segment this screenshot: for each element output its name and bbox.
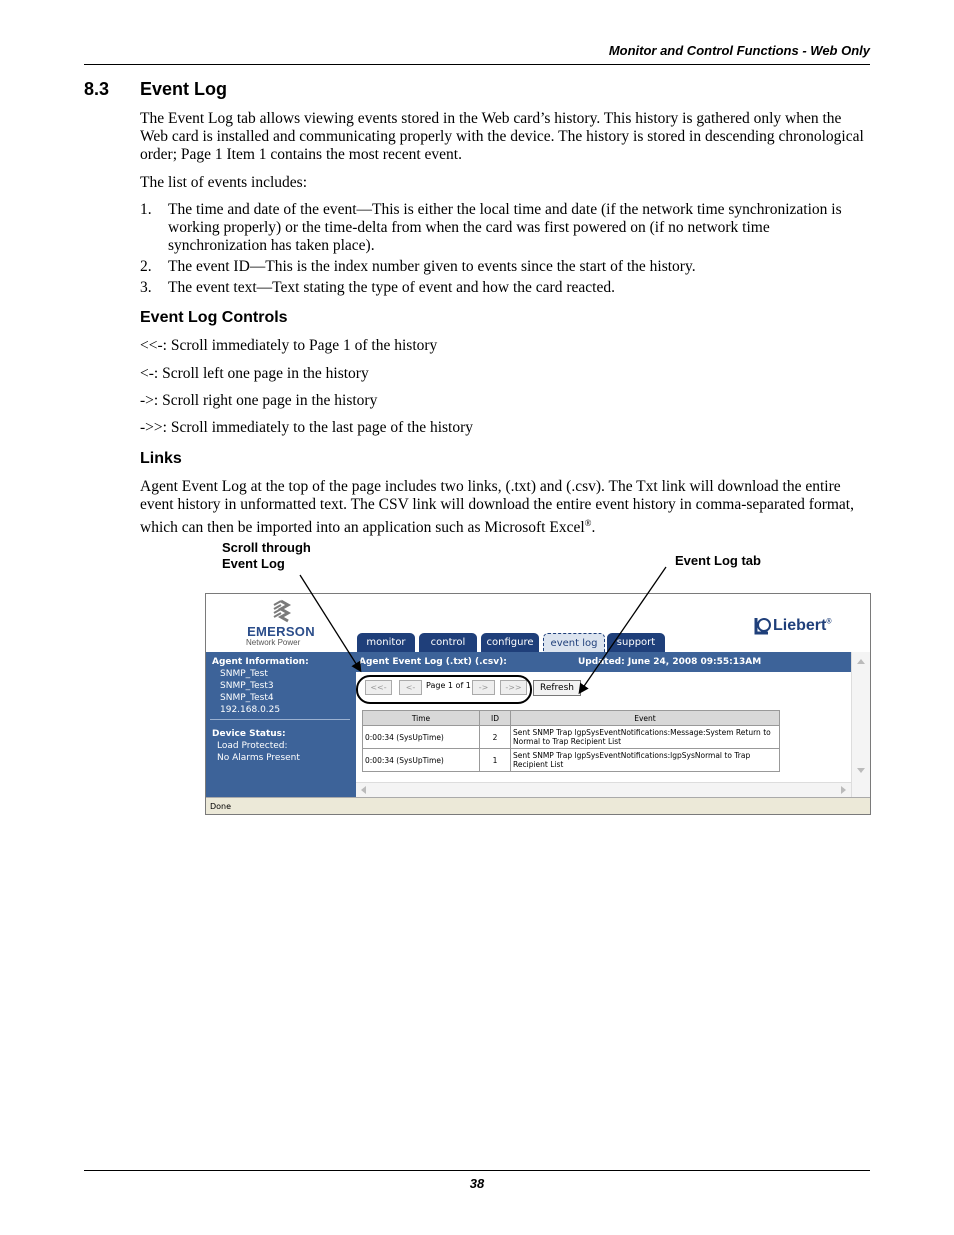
cell-time: 0:00:34 (SysUpTime) bbox=[363, 749, 480, 772]
callout-scroll-line1: Scroll through bbox=[222, 540, 311, 555]
event-log-title[interactable]: Agent Event Log (.txt) (.csv): bbox=[359, 657, 507, 667]
callout-tab: Event Log tab bbox=[675, 553, 761, 568]
section-title: Event Log bbox=[140, 79, 228, 99]
cell-id: 1 bbox=[480, 749, 511, 772]
tab-configure[interactable]: configure bbox=[481, 633, 539, 652]
registered-mark: ® bbox=[584, 518, 592, 528]
first-page-button[interactable]: <<- bbox=[365, 680, 392, 695]
cell-event: Sent SNMP Trap lgpSysEventNotifications:Message:System Return to Normal to Trap Recipient List bbox=[511, 726, 780, 749]
list-item: The time and date of the event—This is either the local time and date (if the network time synchronization is working properly) or the time-delta from when the card was first powered on (if no network time synchronization has taken place). bbox=[168, 201, 842, 254]
tab-event-log[interactable]: event log bbox=[543, 633, 605, 652]
emerson-sub: Network Power bbox=[246, 638, 301, 647]
intro-paragraph: The Event Log tab allows viewing events stored in the Web card’s history. This history is gathered only when the Web card is installed and communicating properly with the device. The history is stored in descending chronological order; Page 1 Item 1 contains the most recent event. bbox=[140, 110, 864, 163]
list-number: 2. bbox=[140, 258, 152, 275]
cell-event: Sent SNMP Trap lgpSysEventNotifications:lgpSysNormal to Trap Recipient List bbox=[511, 749, 780, 772]
list-intro: The list of events includes: bbox=[140, 174, 308, 191]
agent-item: SNMP_Test4 bbox=[220, 693, 274, 703]
cell-id: 2 bbox=[480, 726, 511, 749]
agent-item: SNMP_Test3 bbox=[220, 681, 274, 691]
status-text: Done bbox=[210, 802, 232, 811]
tab-control[interactable]: control bbox=[419, 633, 477, 652]
footer-rule bbox=[84, 1170, 870, 1171]
column-header-event: Event bbox=[511, 711, 780, 726]
updated-timestamp: Updated: June 24, 2008 09:55:13AM bbox=[578, 657, 762, 667]
control-desc: ->>: Scroll immediately to the last page of the history bbox=[140, 419, 474, 436]
list-item: The event text—Text stating the type of event and how the card reacted. bbox=[168, 279, 615, 296]
cell-time: 0:00:34 (SysUpTime) bbox=[363, 726, 480, 749]
control-desc: ->: Scroll right one page in the history bbox=[140, 392, 378, 409]
callout-scroll-line2: Event Log bbox=[222, 556, 285, 571]
device-item: Load Protected: bbox=[217, 741, 288, 751]
device-status-label: Device Status: bbox=[212, 729, 286, 739]
liebert-name: Liebert bbox=[773, 617, 827, 634]
list-item: The event ID—This is the index number given to events since the start of the history. bbox=[168, 258, 696, 275]
list-number: 1. bbox=[140, 201, 152, 218]
agent-item: 192.168.0.25 bbox=[220, 705, 281, 715]
running-title: Monitor and Control Functions - Web Only bbox=[608, 43, 870, 58]
refresh-button[interactable]: Refresh bbox=[533, 680, 581, 696]
list-number: 3. bbox=[140, 279, 152, 296]
controls-heading: Event Log Controls bbox=[140, 309, 288, 326]
links-end: . bbox=[591, 519, 596, 537]
tab-monitor[interactable]: monitor bbox=[357, 633, 415, 652]
links-heading: Links bbox=[140, 450, 182, 467]
agent-item: SNMP_Test bbox=[220, 669, 268, 679]
page-label: Page 1 of 1 bbox=[426, 681, 471, 690]
tab-support[interactable]: support bbox=[607, 633, 665, 652]
device-item: No Alarms Present bbox=[217, 753, 300, 763]
column-header-id: ID bbox=[480, 711, 511, 726]
last-page-button[interactable]: ->> bbox=[500, 680, 527, 695]
column-header-time: Time bbox=[363, 711, 480, 726]
control-desc: <-: Scroll left one page in the history bbox=[140, 365, 369, 382]
control-desc: <<-: Scroll immediately to Page 1 of the history bbox=[140, 337, 438, 354]
emerson-word: EMERSON bbox=[247, 624, 315, 639]
links-text: Agent Event Log at the top of the page includes two links, (.txt) and (.csv). The Txt link will download the entire event history in unformatted text. The CSV link will download the entire event history in comma-separated format, which can then be imported into an application such as Microsoft Excel bbox=[140, 478, 854, 537]
agent-info-label: Agent Information: bbox=[212, 657, 309, 667]
section-number: 8.3 bbox=[84, 79, 110, 99]
prev-page-button[interactable]: <- bbox=[399, 680, 422, 695]
liebert-reg: ® bbox=[826, 618, 832, 626]
next-page-button[interactable]: -> bbox=[472, 680, 495, 695]
page-number: 38 bbox=[469, 1176, 485, 1191]
